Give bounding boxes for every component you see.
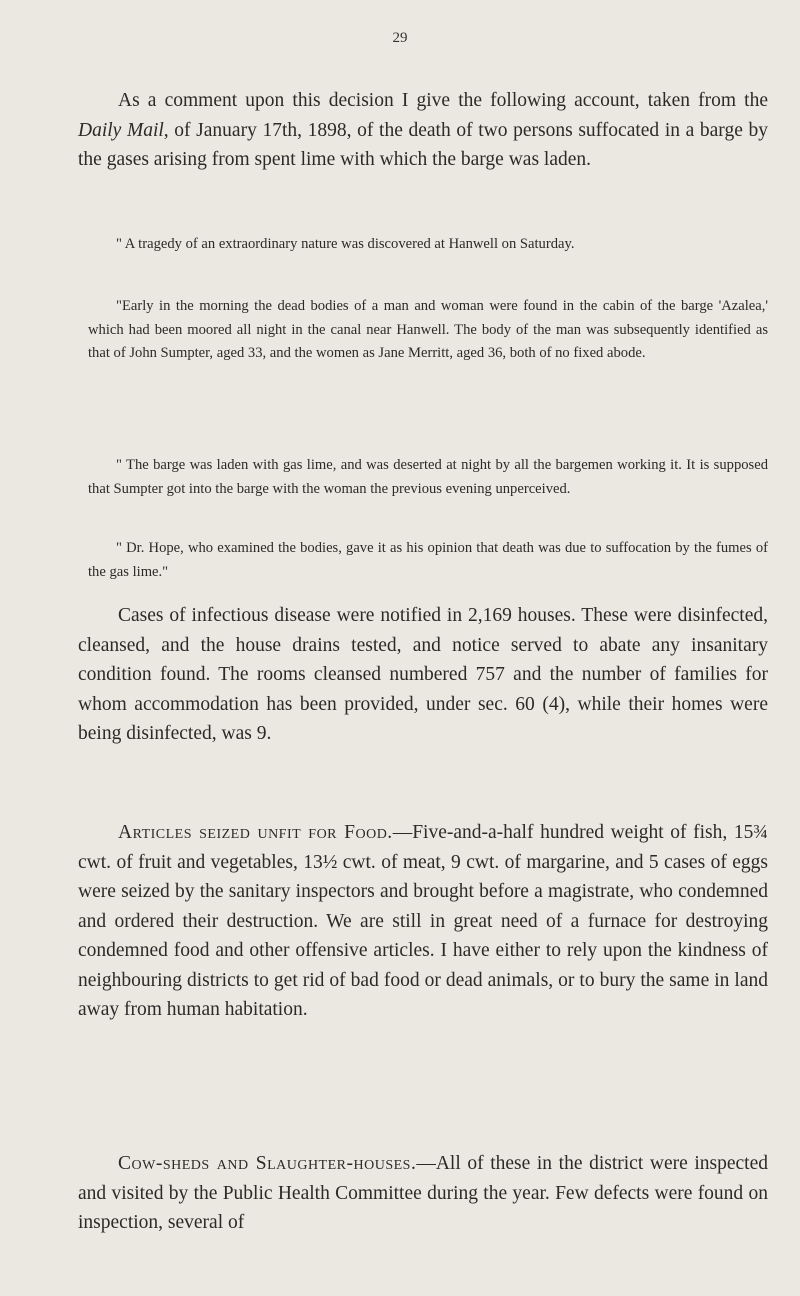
intro-paragraph xyxy=(78,86,768,175)
publication-name: Daily Mail xyxy=(78,119,164,141)
cowsheds-text: —All of these in the district were inspected and visited by the Public Health Committee during the year. Few defects were found on inspection, several of xyxy=(78,1153,768,1233)
quote-paragraph-1: " A tragedy of an extraordinary nature was discovered at Hanwell on Saturday. xyxy=(116,236,575,252)
quote-paragraph-4: " Dr. Hope, who examined the bodies, gave it as his opinion that death was due to suffocation by the fumes of the gas lime." xyxy=(88,540,768,580)
quote-paragraph-2: "Early in the morning the dead bodies of a man and woman were found in the cabin of the barge 'Azalea,' which had been moored all night in the canal near Hanwell. The body of the man was subsequently identified as that of John Sumpter, aged 33, and the women as Jane Merritt, aged 36, both of no fixed abode. xyxy=(88,298,768,361)
quote-paragraph-3: " The barge was laden with gas lime, and was deserted at night by all the bargemen working it. It is supposed that Sumpter got into the barge with the woman the previous evening unperceived. xyxy=(88,457,768,497)
page-number: 29 xyxy=(392,30,408,46)
articles-seized-text: —Five-and-a-half hundred weight of fish, 15¾ cwt. of fruit and vegetables, 13½ cwt. of meat, 9 cwt. of margarine, and 5 cases of eggs were seized by the sanitary inspectors and brought before a magistrate, who condemned and ordered their destruction. We are still in great need of a furnace for destroying condemned food and other offensive articles. I have either to rely upon the kindness of neighbouring districts to get rid of bad food or dead animals, or to bury the same in land away from human habitation. xyxy=(78,822,768,1020)
cowsheds-heading: Cow-sheds and Slaughter-houses. xyxy=(118,1153,417,1174)
intro-text-end: , of January 17th, 1898, of the death of two persons suffocated in a barge by the gases arising from spent lime with which the barge was laden. xyxy=(78,119,768,170)
articles-seized-paragraph xyxy=(78,818,768,1025)
articles-seized-heading: Articles seized unfit for Food. xyxy=(118,822,393,843)
intro-text-start: As a comment upon this decision I give the following account, taken from the xyxy=(118,90,768,111)
infectious-disease-paragraph: Cases of infectious disease were notified in 2,169 houses. These were disinfected, cleansed, and the house drains tested, and notice served to abate any insanitary condition found. The rooms cleansed numbered 757 and the number of families for whom accommodation has been provided, under sec. 60 (4), while their homes were being disinfected, was 9. xyxy=(78,605,768,744)
cowsheds-paragraph xyxy=(78,1149,768,1238)
